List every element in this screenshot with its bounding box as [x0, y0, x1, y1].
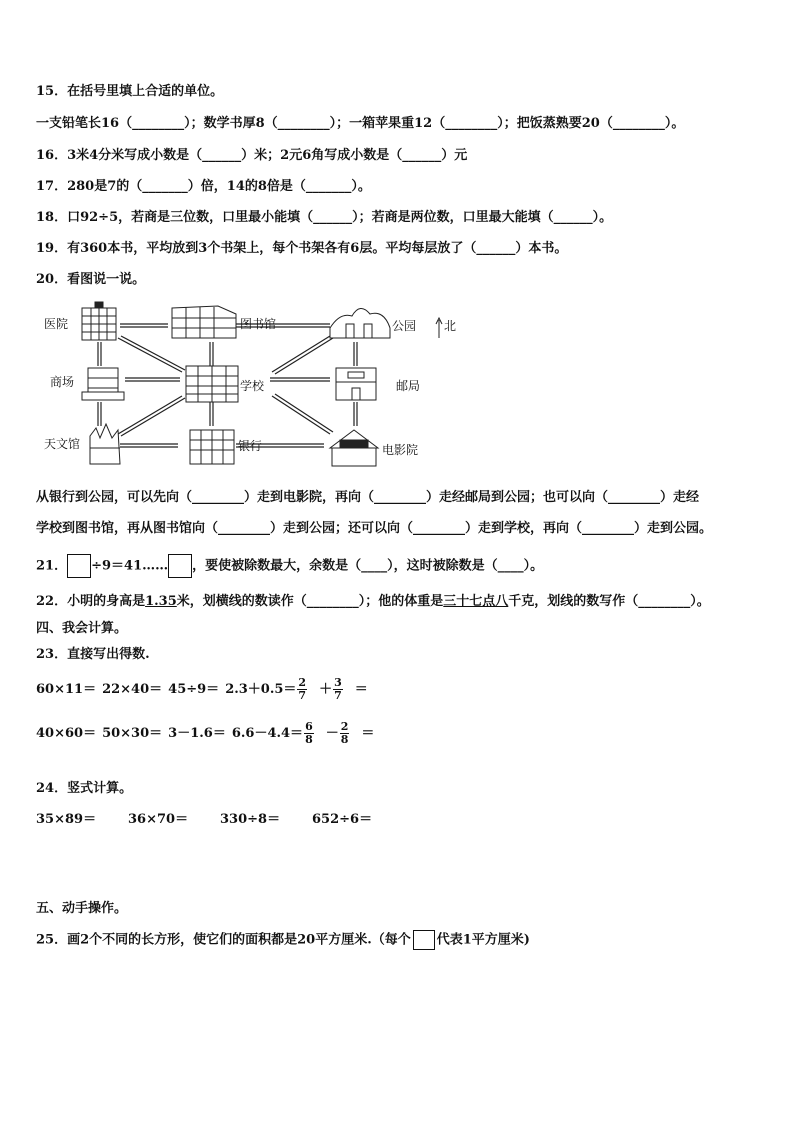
map-label-school: 学校: [240, 379, 265, 393]
q22-part3: 千克，划线的数写作（________）。: [508, 594, 710, 609]
q25-row: [36, 930, 530, 950]
post-office-building-icon: [336, 368, 376, 400]
q20-line2: 学校到图书馆，再从图书馆向（________）走到公园；还可以向（________）走到学校，再向（________）走到公园。: [36, 521, 713, 536]
q23-r2-frac-b: $\frac{2}{8}$: [340, 720, 349, 746]
q23-r1-item1: 60×11＝: [36, 682, 97, 697]
q21-mid: ÷9＝41……: [91, 558, 169, 574]
q23-title: 23．直接写出得数.: [36, 647, 150, 662]
map-label-bank: 银行: [238, 439, 263, 453]
map-label-mall: 商场: [50, 375, 75, 389]
q15-title: 15．在括号里填上合适的单位。: [36, 84, 224, 99]
q19-text: 19．有360本书，平均放到3个书架上，每个书架各有6层。平均每层放了（______）本书。: [36, 241, 568, 256]
section-4-title: 四、我会计算。: [36, 621, 128, 636]
map-label-library: 图书馆: [240, 317, 277, 331]
q15-text: 一支铅笔长16（________）；数学书厚8（________）；一箱苹果重12（________）；把饭蒸熟要20（________）。: [36, 116, 685, 131]
q23-r1-op: ＋: [319, 682, 333, 697]
q24-item4: 652÷6＝: [312, 812, 373, 827]
q22-part2: 米，划横线的数读作（________）；他的体重是: [176, 594, 444, 609]
observatory-building-icon: [90, 424, 120, 464]
city-map: [40, 298, 470, 476]
q20-title: 20．看图说一说。: [36, 272, 146, 287]
park-gate-icon: [330, 308, 390, 338]
q25-part1: 25．画2个不同的长方形，使它们的面积都是20平方厘米.（每个: [36, 932, 411, 948]
q24-item1: 35×89＝: [36, 812, 97, 827]
q23-r1-eq: ＝: [354, 682, 368, 697]
dividend-box: [67, 554, 91, 578]
q23-r1-frac-a: $\frac{2}{7}$: [298, 676, 307, 702]
q20-line1: 从银行到公园，可以先向（________）走到电影院，再向（________）走经邮局到公园；也可以向（________）走经: [36, 490, 700, 505]
q23-r1-frac-b: $\frac{3}{7}$: [334, 676, 342, 702]
section-5-title: 五、动手操作。: [36, 901, 128, 916]
q23-r1-item2: 22×40＝: [102, 682, 163, 697]
q22-part1: 22．小明的身高是: [36, 594, 146, 609]
school-building-icon: [186, 366, 238, 402]
map-label-park: 公园: [392, 319, 417, 333]
map-label-hospital: 医院: [44, 317, 69, 331]
map-label-cinema: 电影院: [382, 443, 419, 457]
north-arrow-icon: [436, 318, 442, 338]
q23-r2-item3: 3－1.6＝: [168, 726, 226, 741]
map-label-observatory: 天文馆: [44, 437, 81, 451]
hospital-building-icon: [82, 302, 116, 340]
library-building-icon: [172, 306, 236, 338]
q23-r2-item1: 40×60＝: [36, 726, 97, 741]
q17-text: 17．280是7的（_______）倍，14的8倍是（_______）。: [36, 179, 371, 194]
q22-row: [36, 593, 710, 611]
q23-r2-op: －: [325, 726, 339, 741]
q23-row1: [36, 677, 374, 703]
q23-r2-item4: 6.6－4.4＝: [231, 726, 304, 741]
map-label-north: 北: [444, 319, 457, 333]
q24-item3: 330÷8＝: [220, 812, 281, 827]
q21-row: [36, 554, 543, 578]
q23-r2-item2: 50×30＝: [102, 726, 163, 741]
bank-building-icon: [190, 430, 234, 464]
q22-weight: 三十七点八: [443, 594, 509, 609]
q23-row2: [36, 721, 380, 747]
q23-r1-item3: 45÷9＝: [168, 682, 220, 697]
cinema-building-icon: [330, 430, 378, 466]
q25-part2: 代表1平方厘米): [436, 932, 530, 948]
map-label-post: 邮局: [396, 379, 421, 393]
q16-text: 16．3米4分米写成小数是（______）米；2元6角写成小数是（______）元: [36, 148, 468, 163]
q23-r2-eq: ＝: [361, 726, 375, 741]
q24-item2: 36×70＝: [128, 812, 189, 827]
q23-r2-frac-a: $\frac{6}{8}$: [305, 720, 313, 746]
q22-height: 1.35: [145, 594, 177, 609]
mall-building-icon: [82, 368, 124, 400]
q24-title: 24．竖式计算。: [36, 781, 133, 796]
remainder-box: [168, 554, 192, 578]
q24-row: [36, 811, 372, 829]
q23-r1-item4: 2.3＋0.5＝: [225, 682, 297, 697]
q21-suffix: ，要使被除数最大，余数是（____），这时被除数是（____）。: [192, 558, 544, 574]
q21-prefix: 21．: [36, 558, 68, 574]
q18-text: 18．口92÷5，若商是三位数，口里最小能填（______）；若商是两位数，口里最大能填（______）。: [36, 210, 613, 225]
unit-square-icon: [413, 930, 435, 950]
